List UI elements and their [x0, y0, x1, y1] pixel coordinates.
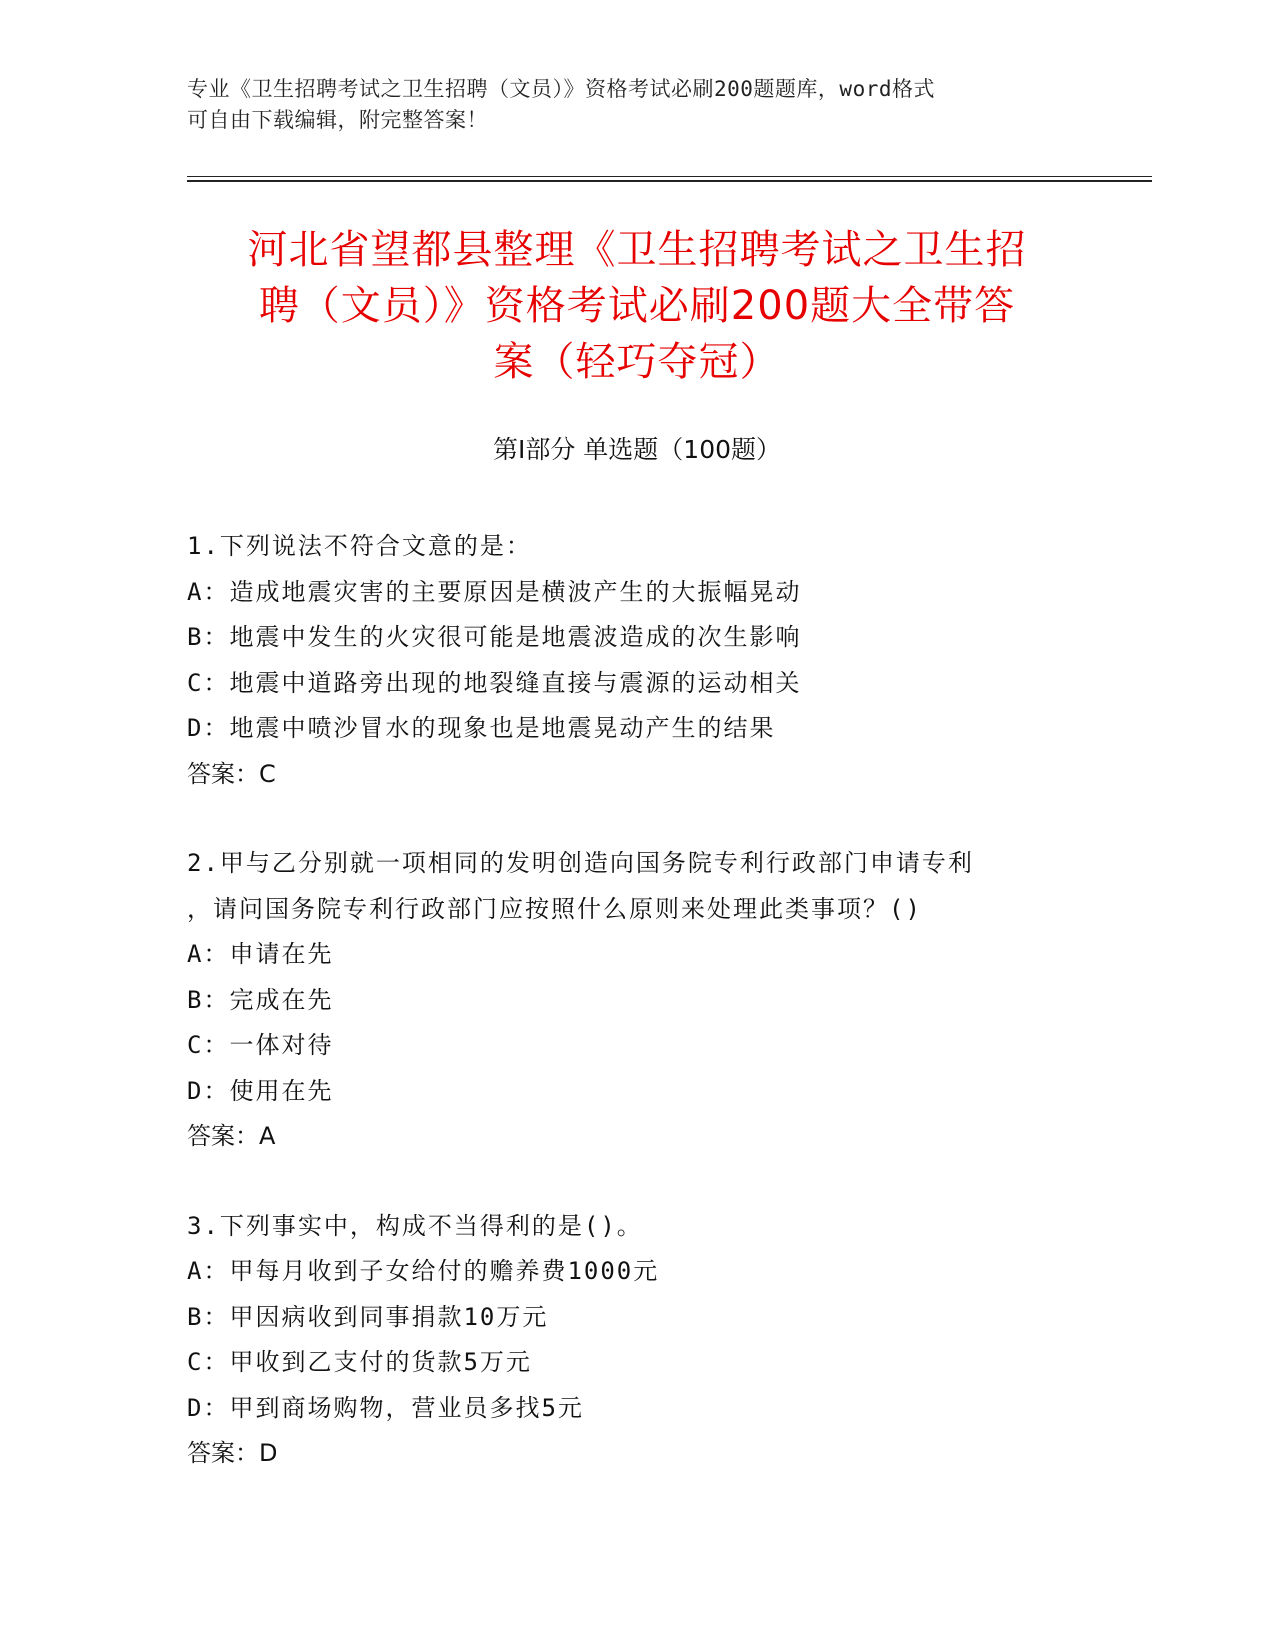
- header-note-line-2: 可自由下载编辑，附完整答案！: [187, 108, 488, 132]
- question-1: [187, 524, 1087, 797]
- option-d: D：使用在先: [187, 1076, 334, 1105]
- question-stem: 1.下列说法不符合文意的是：: [187, 532, 532, 560]
- option-a: A：申请在先: [187, 940, 334, 968]
- option-d: D：甲到商场购物，营业员多找5元: [187, 1393, 584, 1422]
- title-line-2: 聘（文员）》资格考试必刷200题大全带答: [258, 283, 1016, 329]
- answer: 答案：D: [187, 1439, 278, 1467]
- option-c: C：一体对待: [187, 1031, 334, 1059]
- question-stem-line-2: ，请问国务院专利行政部门应按照什么原则来处理此类事项？(): [187, 894, 922, 923]
- option-b: B：地震中发生的火灾很可能是地震波造成的次生影响: [187, 623, 802, 651]
- option-a: A：甲每月收到子女给付的赡养费1000元: [187, 1257, 660, 1285]
- answer: 答案：C: [187, 759, 276, 788]
- document-title: [187, 222, 1087, 390]
- question-2: [187, 841, 1087, 1160]
- title-line-3: 案（轻巧夺冠）: [493, 339, 781, 385]
- option-b: B：甲因病收到同事捐款10万元: [187, 1302, 549, 1331]
- option-d: D：地震中喷沙冒水的现象也是地震晃动产生的结果: [187, 714, 776, 742]
- title-line-1: 河北省望都县整理《卫生招聘考试之卫生招: [247, 227, 1027, 273]
- answer: 答案：A: [187, 1122, 276, 1150]
- option-a: A：造成地震灾害的主要原因是横波产生的大振幅晃动: [187, 577, 802, 606]
- header-note: [187, 74, 1067, 136]
- question-stem-line-1: 2.甲与乙分别就一项相同的发明创造向国务院专利行政部门申请专利: [187, 849, 974, 877]
- header-divider-thick: [187, 180, 1152, 182]
- header-note-line-1: 专业《卫生招聘考试之卫生招聘（文员）》资格考试必刷200题题库，word格式: [187, 77, 935, 101]
- header-divider-thin: [187, 176, 1152, 177]
- option-b: B：完成在先: [187, 985, 334, 1014]
- option-c: C：甲收到乙支付的货款5万元: [187, 1348, 532, 1376]
- option-c: C：地震中道路旁出现的地裂缝直接与震源的运动相关: [187, 668, 802, 697]
- question-3: [187, 1204, 1087, 1477]
- section-heading: 第Ⅰ部分 单选题（100题）: [492, 435, 782, 464]
- question-list: [187, 524, 1087, 1521]
- question-stem: 3.下列事实中，构成不当得利的是()。: [187, 1211, 643, 1240]
